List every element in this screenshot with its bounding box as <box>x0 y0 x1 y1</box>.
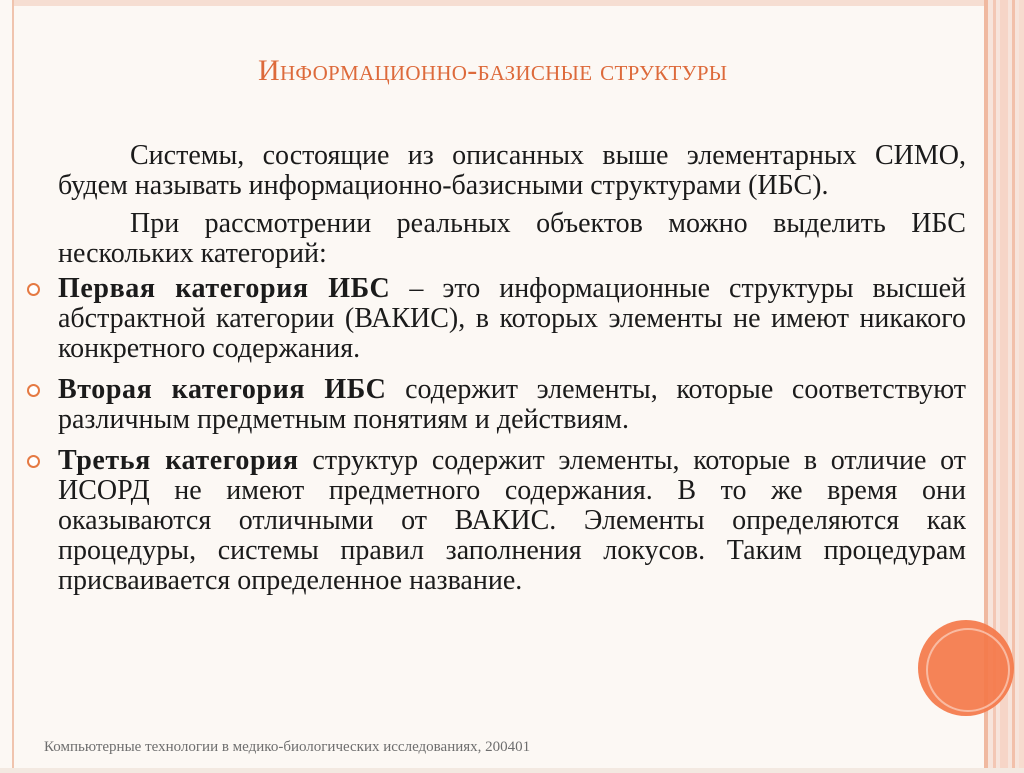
bullet-item-2 <box>58 375 966 435</box>
bullet-circle-icon <box>27 384 40 397</box>
bullet-text: структур содержит элементы, которые в отличие от ИСОРД не имеют предметного содержания. В то же время они оказываются отличными от ВАКИС. Элементы определяются как процедуры, системы правил заполнения локусов. Таким процедурам присваивается определенное название. <box>58 445 966 596</box>
bullet-bold-term: Вторая категория ИБС <box>58 374 387 405</box>
bullet-circle-icon <box>27 283 40 296</box>
bullet-bold-term: Первая категория ИБС <box>58 273 391 304</box>
slide-body <box>58 141 966 596</box>
bullet-circle-icon <box>27 455 40 468</box>
bullet-item-1 <box>58 274 966 364</box>
left-border <box>12 0 14 768</box>
circle-ring <box>926 628 1010 712</box>
bullet-text: – это информационные структуры высшей абстрактной категории (ВАКИС), в которых элементы не имеют никакого конкретного содержания. <box>58 273 966 364</box>
slide-title: Информационно-базисные структуры <box>258 54 728 87</box>
paragraph-2: При рассмотрении реальных объектов можно выделить ИБС нескольких категорий: <box>58 208 966 269</box>
bullet-text: содержит элементы, которые соответствуют различным предметным понятиям и действиям. <box>58 374 967 435</box>
bullet-bold-term: Третья категория <box>58 445 299 476</box>
bullet-item-3 <box>58 446 966 596</box>
slide-footer: Компьютерные технологии в медико-биологических исследованиях, 200401 <box>44 739 531 755</box>
paragraph-1: Системы, состоящие из описанных выше элементарных СИМО, будем называть информационно-базисными структурами (ИБС). <box>58 140 966 201</box>
top-border <box>12 0 984 6</box>
